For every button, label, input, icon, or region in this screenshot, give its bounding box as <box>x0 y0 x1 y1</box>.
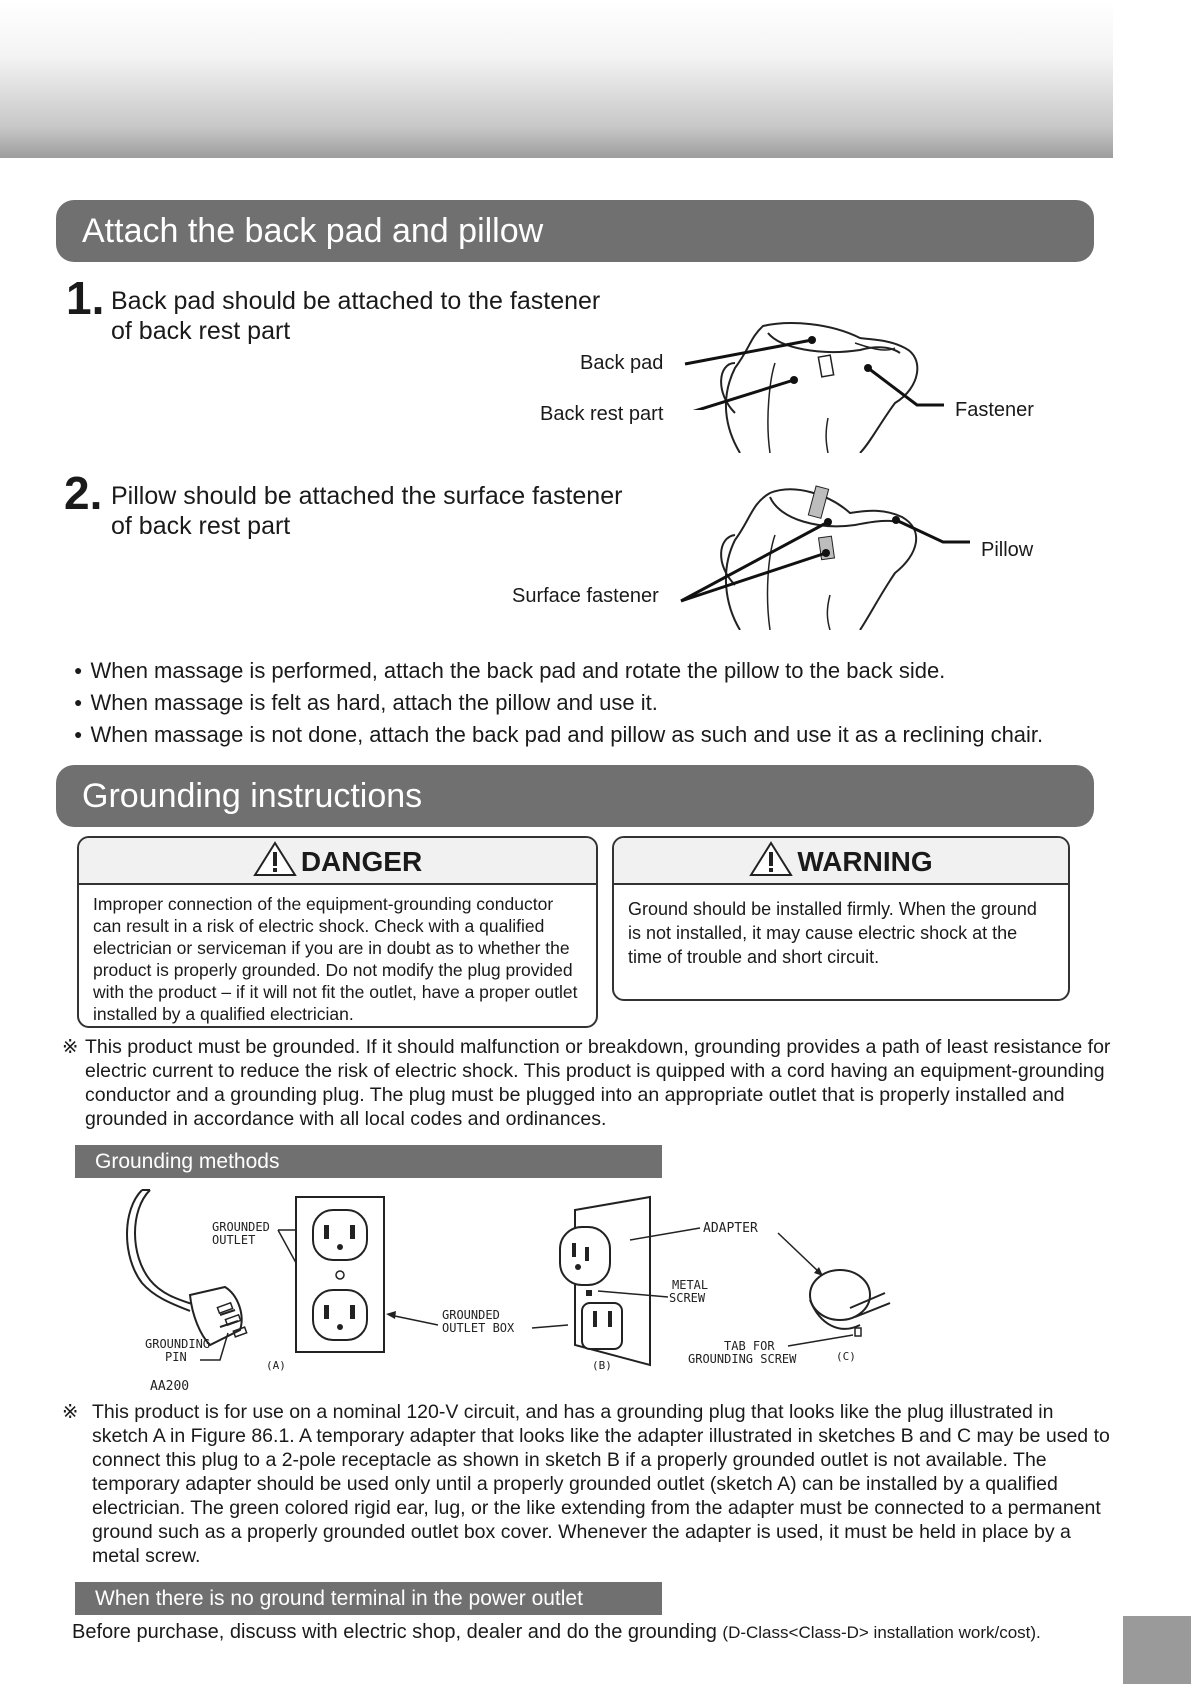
svg-text:ADAPTER: ADAPTER <box>703 1221 758 1236</box>
svg-text:GROUNDING: GROUNDING <box>145 1337 211 1351</box>
label-fastener: Fastener <box>955 399 1034 421</box>
svg-text:GROUNDING SCREW: GROUNDING SCREW <box>688 1352 797 1366</box>
footer-instruction: Before purchase, discuss with electric shop, dealer and do the grounding (D-Class<Class-D> installation work/cost). <box>72 1621 1041 1643</box>
page-corner-tab <box>1123 1616 1191 1684</box>
warning-box <box>612 836 1070 1001</box>
label-surface-fastener: Surface fastener <box>512 585 659 607</box>
grounding-methods-figure <box>120 1185 910 1395</box>
no-ground-terminal-title: When there is no ground terminal in the power outlet <box>75 1582 662 1615</box>
svg-text:(A): (A) <box>266 1359 286 1372</box>
svg-text:TAB FOR: TAB FOR <box>724 1339 775 1353</box>
step-1-text: Back pad should be attached to the fastener of back rest part <box>111 287 601 345</box>
list-item: ● When massage is not done, attach the back pad and pillow as such and use it as a reclining chair. <box>74 720 1043 752</box>
warning-header: WARNING <box>614 838 1068 885</box>
svg-text:(C): (C) <box>836 1350 856 1363</box>
warning-text: Ground should be installed firmly. When the ground is not installed, it may cause electric shock at the time of trouble and short circuit. <box>628 899 1037 967</box>
danger-box <box>77 836 598 1028</box>
grounding-note-1: ※ This product must be grounded. If it should malfunction or breakdown, grounding provides a path of least resistance for electric current to reduce the risk of electric shock. This product is quipped with a cord having an equipment-grounding conductor and a grounding plug. The plug must be plugged into an appropriate outlet that is properly installed and grounded in accordance with all local codes and ordinances. <box>62 1036 1111 1130</box>
warning-triangle-icon <box>749 841 793 877</box>
grounding-methods-title: Grounding methods <box>75 1145 662 1178</box>
warning-triangle-icon <box>253 841 297 877</box>
grounding-note-2: ※ This product is for use on a nominal 120-V circuit, and has a grounding plug that looks like the plug illustrated in sketch A in Figure 86.1. A temporary adapter that looks like the adapter illustrated in sketches B and C may be used to connect this plug to a 2-pole receptacle as shown in sketch B if a properly grounded outlet is not available. The temporary adapter should be used only until a properly grounded outlet (sketch A) can be installed by a qualified electrician. The green colored rigid ear, lug, or the like extending from the adapter must be connected to a permanent ground such as a properly grounded outlet box cover. Whenever the adapter is used, it must be held in place by a metal screw. <box>62 1401 1110 1567</box>
step-2-number: 2. <box>64 467 103 519</box>
svg-text:GROUNDED: GROUNDED <box>212 1220 270 1234</box>
step-1-number: 1. <box>66 272 105 324</box>
step-2-text: Pillow should be attached the surface fastener of back rest part <box>111 482 623 540</box>
svg-text:AA200: AA200 <box>150 1379 190 1394</box>
svg-text:GROUNDED: GROUNDED <box>442 1308 500 1322</box>
svg-text:OUTLET: OUTLET <box>212 1233 256 1247</box>
svg-text:(B): (B) <box>592 1359 612 1372</box>
list-item: ● When massage is felt as hard, attach the pillow and use it. <box>74 688 1043 720</box>
header-gradient-band <box>0 0 1113 158</box>
danger-text: Improper connection of the equipment-grounding conductor can result in a risk of electric shock. Check with a qualified electrician or serviceman if you are in doubt as to whether the product is properly grounded. Do not modify the plug provided with the product – if it will not fit the outlet, have a proper outlet installed by a qualified electrician. <box>93 894 578 1024</box>
back-pad-leader-lines <box>682 330 962 410</box>
list-item: ● When massage is performed, attach the back pad and rotate the pillow to the back side. <box>74 656 1043 688</box>
svg-text:PIN: PIN <box>165 1350 187 1364</box>
label-pillow: Pillow <box>981 539 1034 561</box>
section-title-attach: Attach the back pad and pillow <box>56 200 1094 262</box>
label-back-pad: Back pad <box>580 352 664 374</box>
svg-text:METAL: METAL <box>672 1278 709 1292</box>
section-title-grounding: Grounding instructions <box>56 765 1094 827</box>
svg-text:SCREW: SCREW <box>669 1291 706 1305</box>
label-back-rest-part: Back rest part <box>540 403 664 425</box>
danger-header: DANGER <box>79 838 596 885</box>
pillow-leader-lines <box>678 508 978 608</box>
svg-text:OUTLET BOX: OUTLET BOX <box>442 1321 515 1335</box>
usage-bullet-list <box>74 656 1043 752</box>
